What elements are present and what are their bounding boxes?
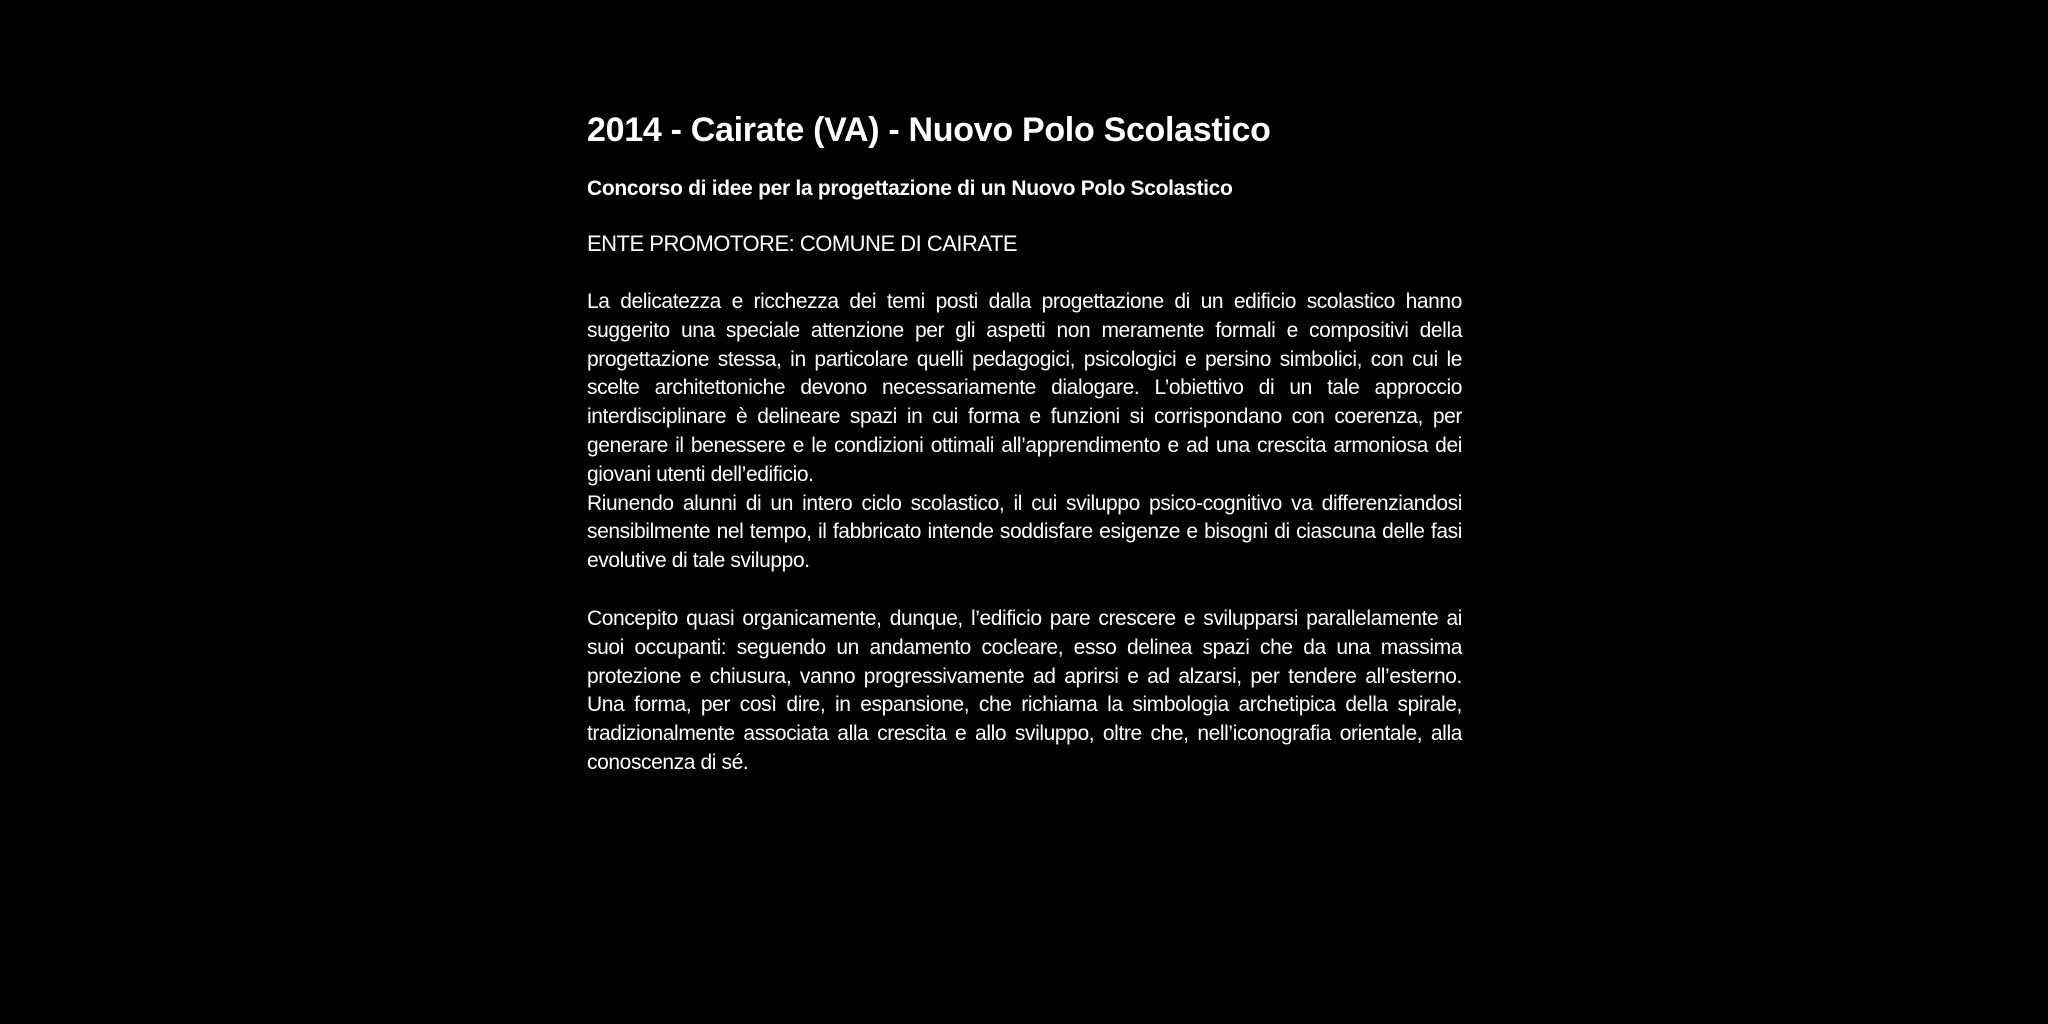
promoter-line: ENTE PROMOTORE: COMUNE DI CAIRATE bbox=[587, 231, 1018, 256]
body-paragraph-3: Concepito quasi organicamente, dunque, l’edificio pare crescere e svilupparsi parallelamente ai suoi occupanti: seguendo un andamento cocleare, esso delinea spazi che da una massima protezione e chiusura, vanno progressivamente ad aprirsi e ad alzarsi, per tendere all’esterno. Una forma, per così dire, in espansione, che richiama la simbologia archetipica della spirale, tradizionalmente associata alla crescita e allo sviluppo, oltre che, nell’iconografia orientale, alla conoscenza di sé. bbox=[587, 606, 1462, 774]
project-description bbox=[587, 106, 1462, 778]
page-subtitle: Concorso di idee per la progettazione di un Nuovo Polo Scolastico bbox=[587, 177, 1233, 200]
body-paragraph-1: La delicatezza e ricchezza dei temi posti dalla progettazione di un edificio scolastico hanno suggerito una speciale attenzione per gli aspetti non meramente formali e compositivi della progettazione stessa, in particolare quelli pedagogici, psicologici e persino simbolici, con cui le scelte architettoniche devono necessariamente dialogare. L’obiettivo di un tale approccio interdisciplinare è delineare spazi in cui forma e funzioni si corrispondano con coerenza, per generare il benessere e le condizioni ottimali all’apprendimento e ad una crescita armoniosa dei giovani utenti dell’edificio. bbox=[587, 290, 1462, 486]
page-title: 2014 - Cairate (VA) - Nuovo Polo Scolastico bbox=[587, 111, 1271, 149]
body-paragraph-2: Riunendo alunni di un intero ciclo scolastico, il cui sviluppo psico-cognitivo va differenziandosi sensibilmente nel tempo, il fabbricato intende soddisfare esigenze e bisogni di ciascuna delle fasi evolutive di tale sviluppo. bbox=[587, 491, 1462, 573]
